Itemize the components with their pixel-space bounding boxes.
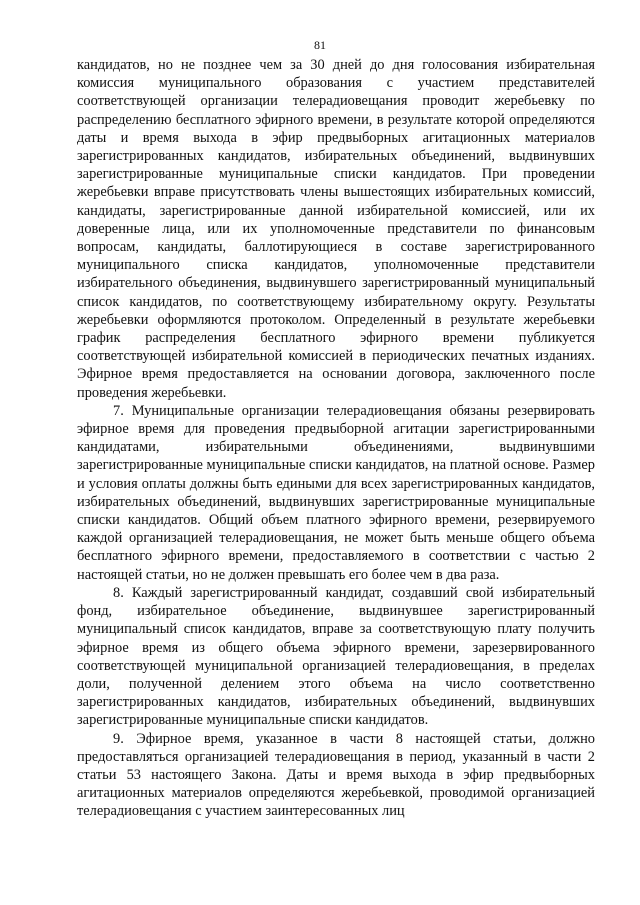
paragraph-item-8: 8. Каждый зарегистрированный кандидат, создавший свой избирательный фонд, избирательное объединение, выдвинувшее зарегистрированный муниципальный список кандидатов, вправе за соответствующую плату получить эфирное время из общего объема эфирного времени, зарезервированного соответствующей муниципальной организацией телерадиовещания, в пределах доли, полученной делением этого объема на число соответственно зарегистрированных кандидатов, избирательных объединений, выдвинувших зарегистрированные муниципальные списки кандидатов. [77, 584, 595, 729]
page-number: 81 [314, 38, 326, 52]
page-body [77, 56, 595, 821]
paragraph-item-9: 9. Эфирное время, указанное в части 8 настоящей статьи, должно предоставляться организацией телерадиовещания в период, указанный в части 2 статьи 53 настоящего Закона. Даты и время выхода в эфир предвыборных агитационных материалов определяются жеребьевкой, проводимой организацией телерадиовещания с участием заинтересованных лиц [77, 730, 595, 820]
paragraph-continuation: кандидатов, но не позднее чем за 30 дней до дня голосования избирательная комиссия муниципального образования с участием представителей соответствующей организации телерадиовещания проводит жеребьевку по распределению бесплатного эфирного времени, в результате которой определяются даты и время выхода в эфир предвыборных агитационных материалов зарегистрированных кандидатов, избирательных объединений, выдвинувших зарегистрированные муниципальные списки кандидатов. При проведении жеребьевки вправе присутствовать члены вышестоящих избирательных комиссий, кандидаты, зарегистрированные данной избирательной комиссией, или их доверенные лица, или их уполномоченные представители по финансовым вопросам, кандидаты, баллотирующиеся в составе зарегистрированного муниципального списка кандидатов, уполномоченные представители избирательного объединения, выдвинувшего зарегистрированный муниципальный список кандидатов, по соответствующему избирательному округу. Результаты жеребьевки оформляются протоколом. Определенный в результате жеребьевки график распределения бесплатного эфирного времени публикуется соответствующей избирательной комиссией в периодических печатных изданиях. Эфирное время предоставляется на основании договора, заключенного после проведения жеребьевки. [77, 57, 595, 401]
paragraph-item-7: 7. Муниципальные организации телерадиовещания обязаны резервировать эфирное время для проведения предвыборной агитации зарегистрированными кандидатами, избирательными объединениями, выдвинувшими зарегистрированные муниципальные списки кандидатов, на платной основе. Размер и условия оплаты должны быть едиными для всех зарегистрированных кандидатов, избирательных объединений, выдвинувших зарегистрированные муниципальные списки кандидатов. Общий объем платного эфирного времени, резервируемого каждой организацией телерадиовещания, не может быть меньше общего объема бесплатного эфирного времени, предоставляемого в соответствии с частью 2 настоящей статьи, но не должен превышать его более чем в два раза. [77, 402, 595, 583]
